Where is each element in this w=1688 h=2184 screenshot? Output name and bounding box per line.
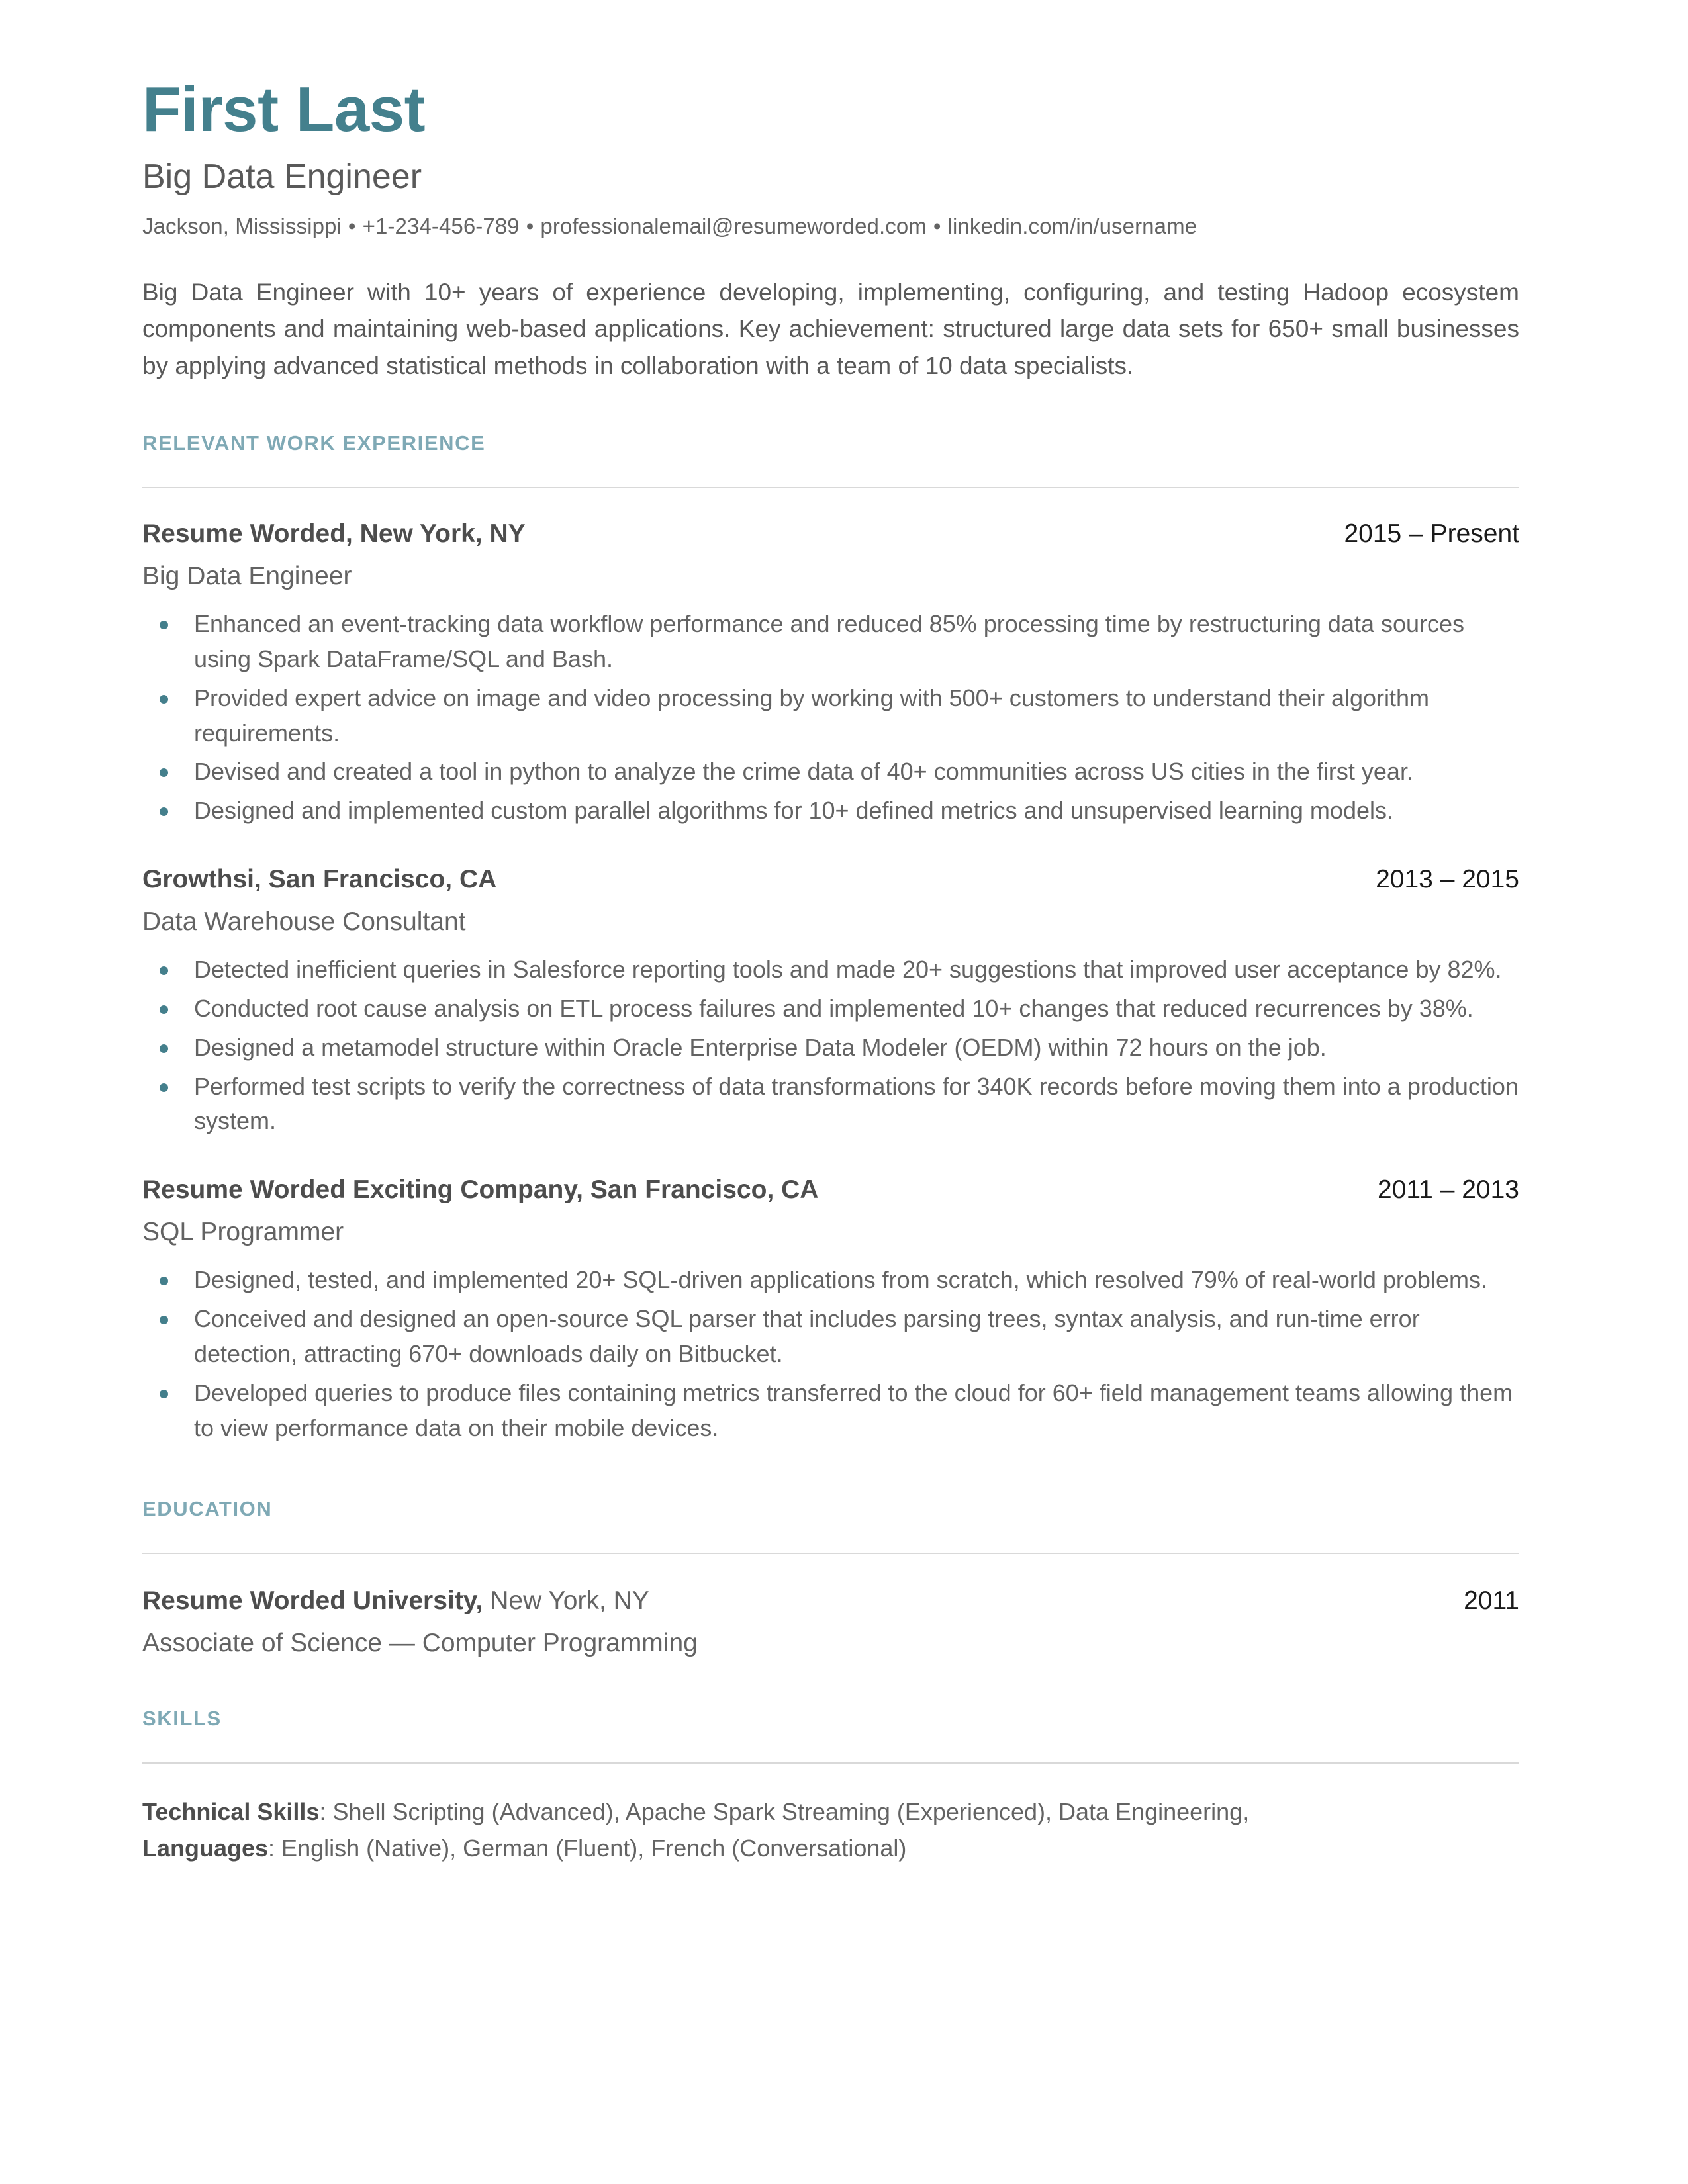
experience-bullet-text: Conducted root cause analysis on ETL process failures and implemented 10+ changes that reduced recurrences by 38%. (194, 994, 1474, 1022)
skills-block (142, 1764, 1519, 1866)
skills-value: : English (Native), German (Fluent), French (Conversational) (268, 1834, 907, 1862)
experience-role: Big Data Engineer (142, 561, 352, 590)
contact-separator-3: • (933, 213, 941, 238)
bullet-dot-icon (160, 807, 168, 816)
contact-linkedin[interactable]: linkedin.com/in/username (947, 213, 1197, 238)
bullet-dot-icon (160, 1044, 168, 1053)
bullet-dot-icon (160, 1390, 168, 1398)
professional-summary: Big Data Engineer with 10+ years of experience developing, implementing, configuring, and testing Hadoop ecosystem components and maintaining web-based applications. Key achievement: structured large data sets for 650+ small businesses by applying advanced statistical methods in collaboration with a team of 10 data specialists. (142, 278, 1519, 379)
bullet-dot-icon (160, 621, 168, 629)
contact-location: Jackson, Mississippi (142, 213, 342, 238)
education-school-name: Resume Worded University, (142, 1586, 483, 1615)
experience-bullet-text: Enhanced an event-tracking data workflow performance and reduced 85% processing time by restructuring data sources using Spark DataFrame/SQL and Bash. (194, 610, 1465, 672)
experience-entry-header (142, 1175, 1519, 1206)
experience-bullet-text: Designed and implemented custom parallel algorithms for 10+ defined metrics and unsupervised learning models. (194, 797, 1393, 825)
education-entry-header (142, 1586, 1519, 1617)
skills-label: Languages (142, 1834, 269, 1862)
experience-bullet-text: Conceived and designed an open-source SQL parser that includes parsing trees, syntax analysis, and run-time error detection, attracting 670+ downloads daily on Bitbucket. (194, 1304, 1420, 1367)
skills-label: Technical Skills (142, 1798, 320, 1826)
experience-bullet (142, 1069, 1519, 1140)
experience-company: Resume Worded, New York, NY (142, 520, 526, 549)
experience-entry (142, 833, 1519, 1139)
candidate-name: First Last (142, 74, 426, 145)
experience-date: 2015 – Present (1344, 520, 1519, 549)
section-title-education: EDUCATION (142, 1497, 273, 1521)
experience-bullet-list (142, 592, 1519, 829)
experience-bullet (142, 681, 1519, 751)
bullet-dot-icon (160, 1316, 168, 1324)
experience-bullet (142, 1376, 1519, 1446)
experience-bullet (142, 1302, 1519, 1372)
experience-entry (142, 488, 1519, 829)
section-title-skills: SKILLS (142, 1707, 222, 1731)
experience-bullet-text: Detected inefficient queries in Salesforce reporting tools and made 20+ suggestions that improved user acceptance by 82%. (194, 955, 1502, 983)
education-school-location: New York, NY (483, 1586, 649, 1615)
bullet-dot-icon (160, 1277, 168, 1285)
experience-bullet (142, 794, 1519, 829)
contact-separator-1: • (348, 213, 356, 238)
experience-company: Resume Worded Exciting Company, San Francisco, CA (142, 1175, 819, 1205)
bullet-dot-icon (160, 1083, 168, 1092)
experience-bullet-text: Developed queries to produce files containing metrics transferred to the cloud for 60+ field management teams allowing them to view performance data on their mobile devices. (194, 1379, 1513, 1441)
experience-bullet (142, 754, 1519, 790)
experience-entry-header (142, 864, 1519, 895)
experience-role: SQL Programmer (142, 1218, 344, 1247)
experience-bullet-text: Provided expert advice on image and video processing by working with 500+ customers to understand their algorithm requirements. (194, 684, 1430, 747)
education-entry (142, 1554, 1519, 1659)
experience-bullet-text: Designed, tested, and implemented 20+ SQL-driven applications from scratch, which resolved 79% of real-world problems. (194, 1265, 1487, 1293)
resume-header (142, 0, 1519, 241)
education-school (142, 1586, 649, 1617)
education-date: 2011 (1464, 1586, 1519, 1615)
skills-line (142, 1794, 1519, 1831)
bullet-dot-icon (160, 768, 168, 777)
experience-bullet-list (142, 938, 1519, 1140)
experience-date: 2011 – 2013 (1378, 1175, 1519, 1205)
experience-bullet (142, 1030, 1519, 1066)
bullet-dot-icon (160, 966, 168, 975)
bullet-dot-icon (160, 695, 168, 704)
experience-bullet (142, 1263, 1519, 1298)
experience-entry-header (142, 519, 1519, 550)
resume-content (142, 0, 1519, 1867)
experience-entry (142, 1143, 1519, 1445)
candidate-job-title: Big Data Engineer (142, 158, 422, 196)
experience-bullet-text: Designed a metamodel structure within Oracle Enterprise Data Modeler (OEDM) within 72 hours on the job. (194, 1033, 1327, 1061)
experience-bullet-list (142, 1248, 1519, 1446)
education-degree: Associate of Science — Computer Programming (142, 1629, 698, 1658)
contact-email[interactable]: professionalemail@resumeworded.com (540, 213, 927, 238)
bullet-dot-icon (160, 1005, 168, 1014)
skills-line (142, 1831, 1519, 1867)
contact-separator-2: • (526, 213, 534, 238)
contact-phone[interactable]: +1-234-456-789 (362, 213, 520, 238)
experience-bullet (142, 991, 1519, 1026)
experience-bullet-text: Performed test scripts to verify the correctness of data transformations for 340K records before moving them into a production system. (194, 1072, 1519, 1135)
contact-line (142, 197, 1519, 241)
experience-bullet (142, 607, 1519, 677)
experience-role: Data Warehouse Consultant (142, 907, 466, 936)
experience-bullet (142, 952, 1519, 987)
experience-date: 2013 – 2015 (1376, 865, 1519, 894)
section-title-experience: RELEVANT WORK EXPERIENCE (142, 432, 486, 455)
experience-bullet-text: Devised and created a tool in python to analyze the crime data of 40+ communities across US cities in the first year. (194, 758, 1413, 786)
skills-value: : Shell Scripting (Advanced), Apache Spark Streaming (Experienced), Data Engineering, (319, 1798, 1250, 1826)
experience-company: Growthsi, San Francisco, CA (142, 865, 497, 894)
